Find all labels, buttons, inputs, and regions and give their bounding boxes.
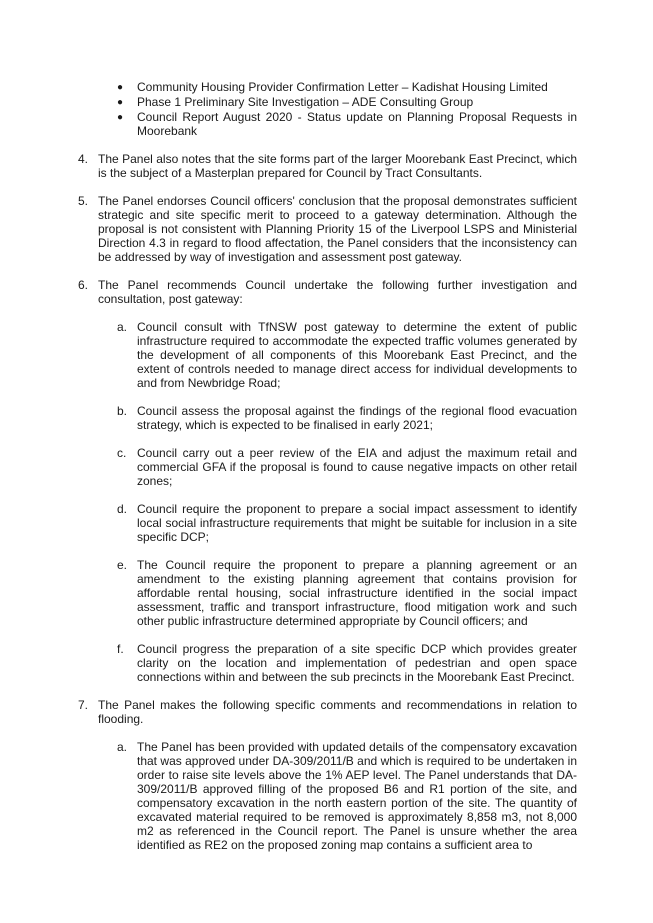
item-number: 5. [78, 194, 89, 208]
item-number: 6. [78, 278, 89, 292]
paragraph-4: The Panel also notes that the site forms part of the larger Moorebank East Precinct, which is the subject of a Masterplan prepared for Council by Tract Consultants. [98, 152, 577, 180]
item-number: 4. [78, 152, 89, 166]
bullet-icon: ● [117, 97, 124, 108]
sub-item-6c: Council carry out a peer review of the EIA and adjust the maximum retail and commercial GFA if the proposal is found to cause negative impacts on other retail zones; [137, 446, 577, 488]
sub-item-6d: Council require the proponent to prepare a social impact assessment to identify local social infrastructure requirements that might be suitable for inclusion in a site specific DCP; [137, 502, 577, 544]
sub-item-letter: c. [117, 446, 127, 460]
bullet-item: Phase 1 Preliminary Site Investigation – ADE Consulting Group [137, 95, 474, 109]
sub-item-6e: The Council require the proponent to prepare a planning agreement or an amendment to the existing planning agreement that contains provision for affordable rental housing, social infrastructure identified in the social impact assessment, traffic and transport infrastructure, flood mitigation work and such other public infrastructure determined appropriate by Council officers; and [137, 558, 577, 628]
sub-item-letter: d. [117, 502, 128, 516]
paragraph-5: The Panel endorses Council officers' conclusion that the proposal demonstrates sufficient strategic and site specific merit to proceed to a gateway determination. Although the proposal is not consistent with Planning Priority 15 of the Liverpool LSPS and Ministerial Direction 4.3 in regard to flood affectation, the Panel considers that the inconsistency can be addressed by way of investigation and assessment post gateway. [98, 194, 577, 264]
sub-item-letter: b. [117, 404, 128, 418]
sub-item-6a: Council consult with TfNSW post gateway to determine the extent of public infrastructure required to accommodate the expected traffic volumes generated by the development of all components of this Moorebank East Precinct, and the extent of controls needed to manage direct access for individual developments to and from Newbridge Road; [137, 320, 577, 390]
bullet-icon: ● [117, 82, 124, 93]
sub-item-letter: f. [117, 642, 124, 656]
sub-item-7a: The Panel has been provided with updated details of the compensatory excavation that was approved under DA-309/2011/B and which is required to be undertaken in order to raise site levels above the 1% AEP level. The Panel understands that DA-309/2011/B approved filling of the proposed B6 and R1 portion of the site, and compensatory excavation in the north eastern portion of the site. The quantity of excavated material required to be removed is approximately 8,858 m3, not 8,000 m2 as referenced in the Council report. The Panel is unsure whether the area identified as RE2 on the proposed zoning map contains a sufficient area to [137, 740, 577, 852]
bullet-icon: ● [117, 112, 124, 123]
sub-item-letter: a. [117, 320, 128, 334]
bullet-item: Council Report August 2020 - Status update on Planning Proposal Requests in Moorebank [137, 110, 577, 138]
sub-item-letter: a. [117, 740, 128, 754]
paragraph-7: The Panel makes the following specific comments and recommendations in relation to flooding. [98, 698, 577, 726]
sub-item-6f: Council progress the preparation of a site specific DCP which provides greater clarity on the location and implementation of pedestrian and open space connections within and between the sub precincts in the Moorebank East Precinct. [137, 642, 577, 684]
item-number: 7. [78, 698, 89, 712]
bullet-item: Community Housing Provider Confirmation Letter – Kadishat Housing Limited [137, 80, 548, 94]
sub-item-letter: e. [117, 558, 128, 572]
paragraph-6: The Panel recommends Council undertake the following further investigation and consultation, post gateway: [98, 278, 577, 306]
sub-item-6b: Council assess the proposal against the findings of the regional flood evacuation strategy, which is expected to be finalised in early 2021; [137, 404, 577, 432]
